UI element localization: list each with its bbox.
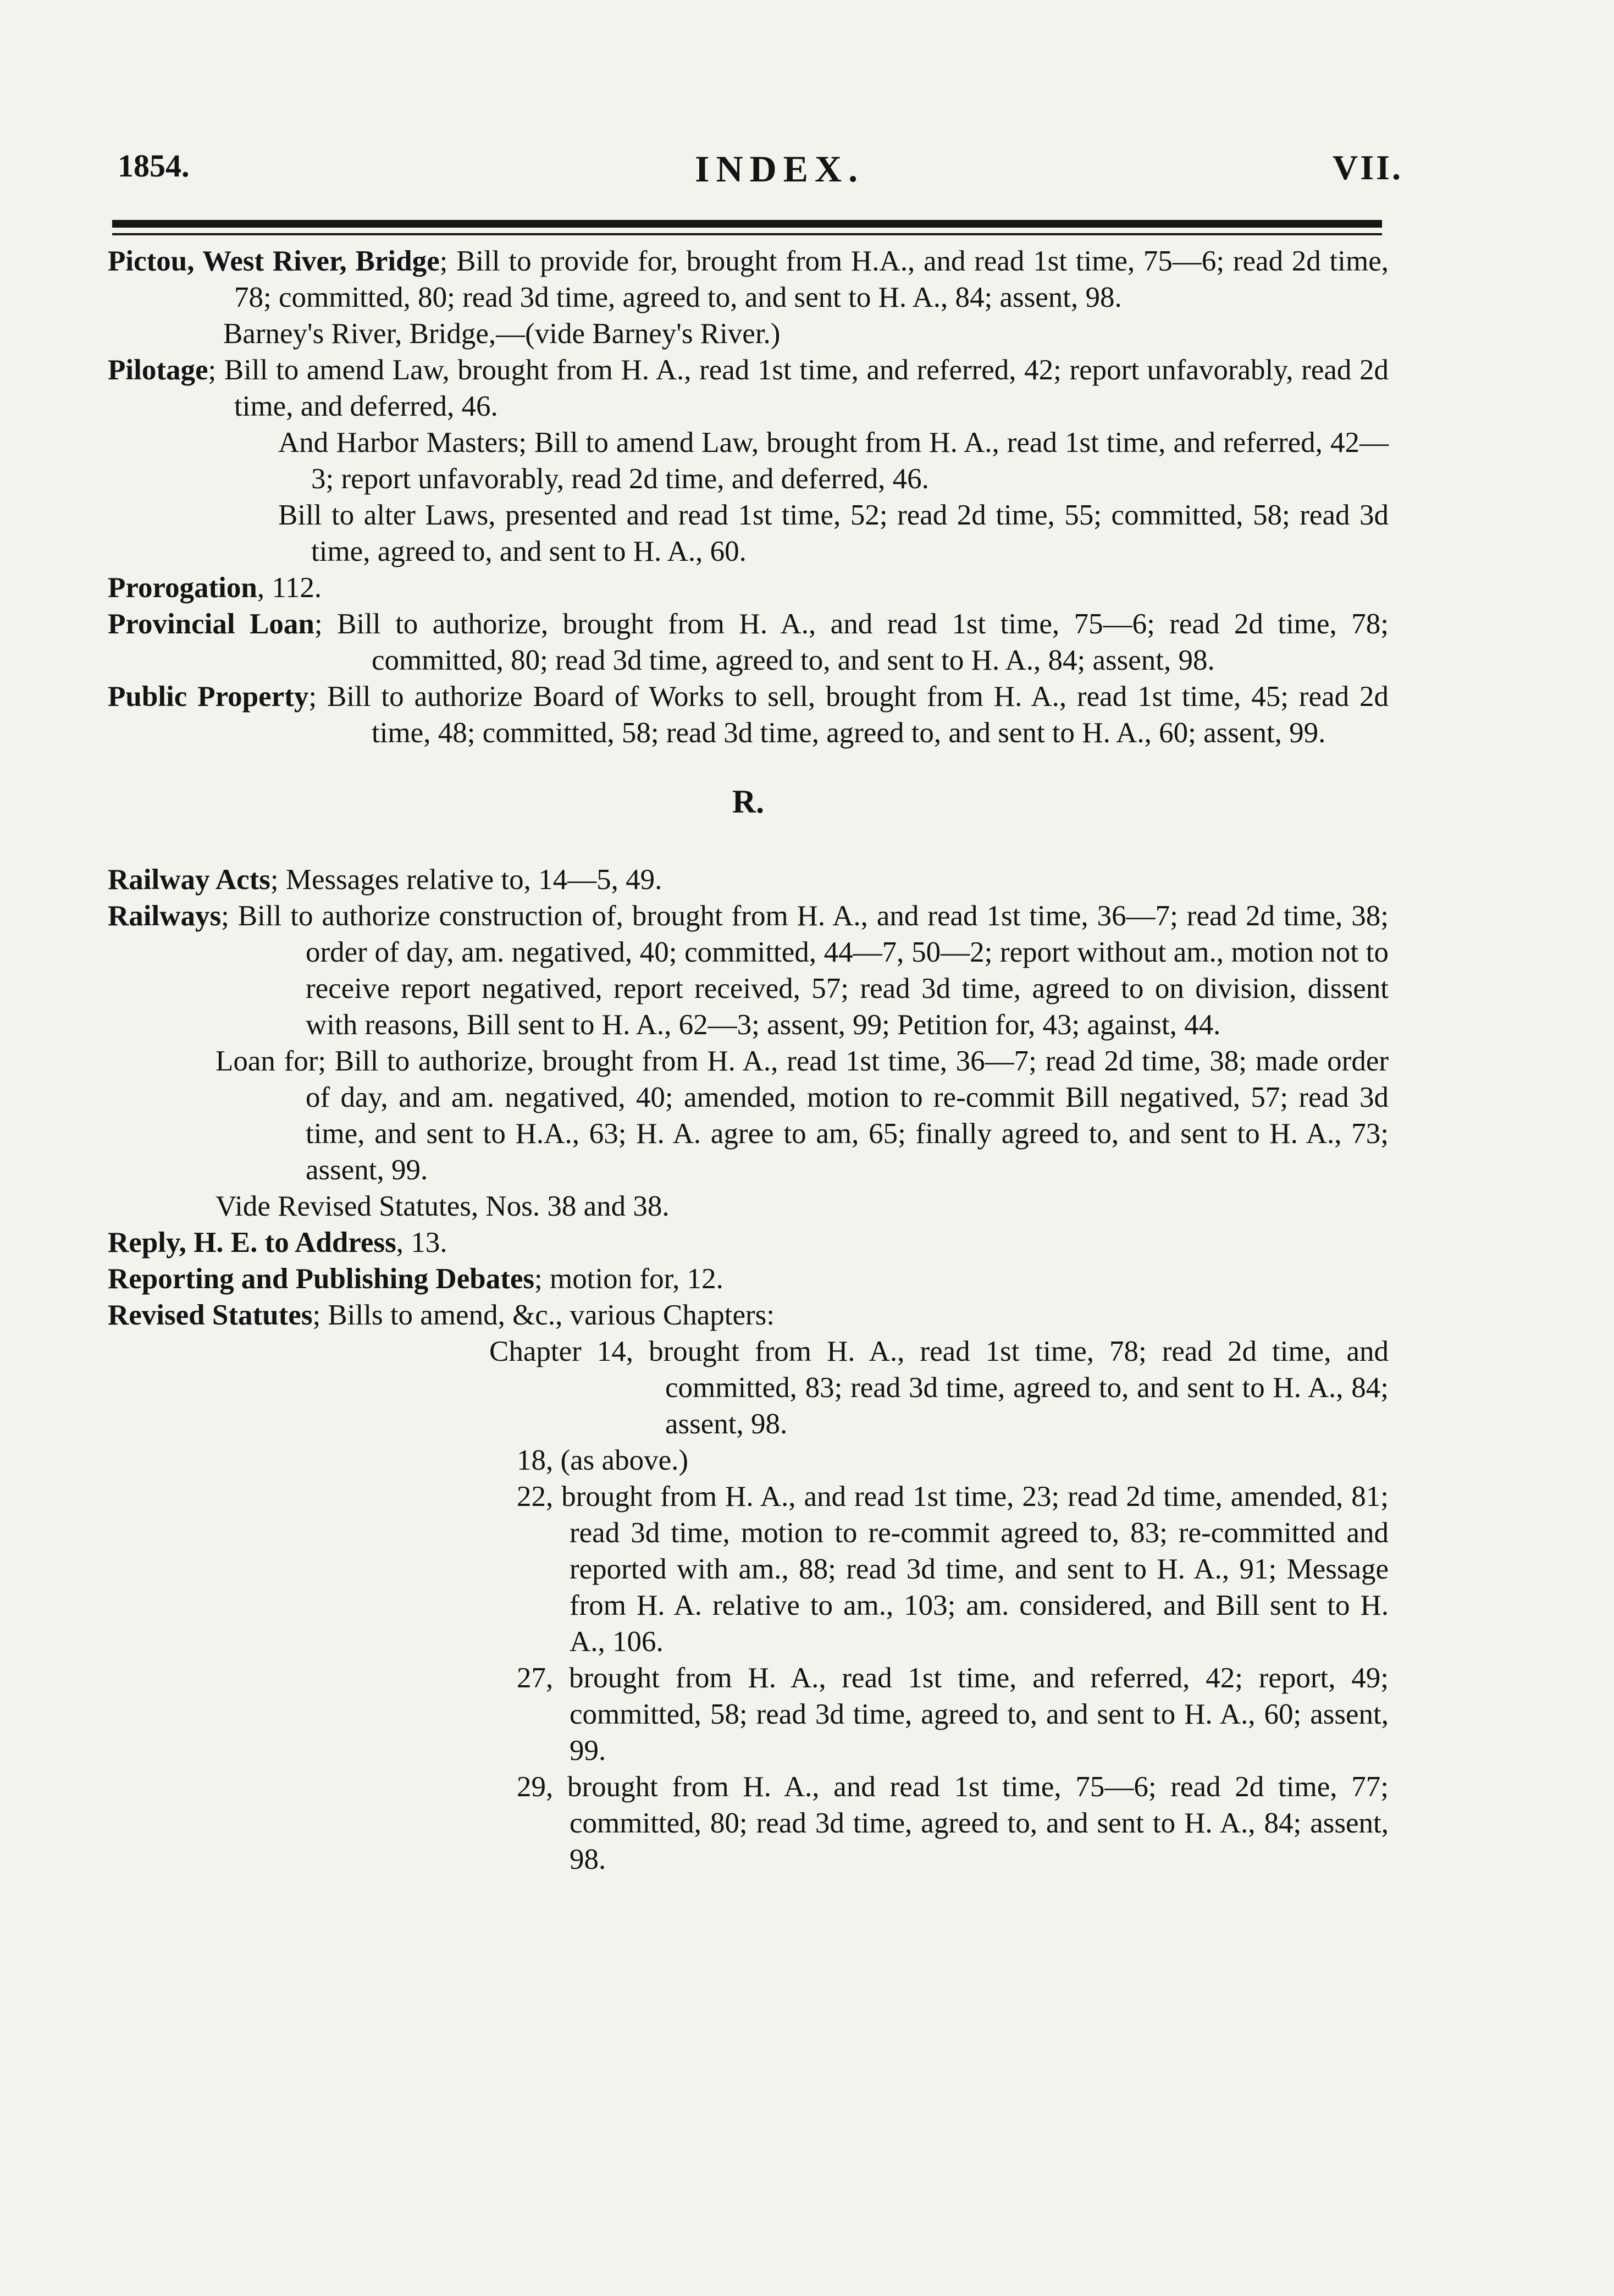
entry-head: Pilotage bbox=[108, 354, 208, 386]
entry-text: ; Bills to amend, &c., various Chapters: bbox=[312, 1299, 775, 1331]
index-subentry-chapter-22 bbox=[108, 1478, 1389, 1660]
index-subentry-harbor-masters bbox=[108, 424, 1389, 497]
entry-text: Bill to alter Laws, presented and read 1st time, 52; read 2d time, 55; committed, 58; read 3d time, agreed to, and sent to H. A., 60. bbox=[278, 499, 1389, 567]
header-title: INDEX. bbox=[695, 148, 865, 190]
header-year: 1854. bbox=[118, 148, 190, 184]
entry-head: Revised Statutes bbox=[108, 1299, 313, 1331]
entry-text: , 112. bbox=[257, 572, 322, 604]
entry-head: Railways bbox=[108, 900, 222, 932]
index-entry-public-property bbox=[108, 678, 1389, 751]
entry-text: ; motion for, 12. bbox=[534, 1263, 723, 1295]
header-rule-thin bbox=[112, 233, 1382, 235]
index-entry-revised-statutes bbox=[108, 1297, 1389, 1333]
entry-head: Reporting and Publishing Debates bbox=[108, 1263, 535, 1295]
index-entry-railways bbox=[108, 898, 1389, 1043]
index-entry-railway-acts bbox=[108, 862, 1389, 898]
index-subentry-chapter-29 bbox=[108, 1769, 1389, 1878]
index-entry-reporting-debates bbox=[108, 1261, 1389, 1297]
entry-text: , 13. bbox=[396, 1227, 447, 1259]
entry-text: ; Bill to amend Law, brought from H. A., read 1st time, and referred, 42; report unfavorably, read 2d time, and deferred, 46. bbox=[208, 354, 1389, 422]
index-subentry-vide-revised-statutes bbox=[108, 1188, 1389, 1224]
entry-text: Vide Revised Statutes, Nos. 38 and 38. bbox=[215, 1190, 670, 1222]
index-entry-pictou bbox=[108, 243, 1389, 316]
index-entry-provincial-loan bbox=[108, 606, 1389, 678]
entry-text: ; Bill to provide for, brought from H.A., and read 1st time, 75—6; read 2d time, 78; committed, 80; read 3d time, agreed to, and sent to H. A., 84; assent, 98. bbox=[234, 245, 1389, 313]
header-rule bbox=[112, 220, 1382, 228]
entry-text: 18, (as above.) bbox=[517, 1444, 688, 1476]
entry-text: ; Bill to authorize Board of Works to sell, brought from H. A., read 1st time, 45; read 2d time, 48; committed, 58; read 3d time, agreed to, and sent to H. A., 60; assent, 99. bbox=[308, 681, 1389, 749]
entry-text: ; Messages relative to, 14—5, 49. bbox=[270, 864, 662, 896]
index-entry-pilotage bbox=[108, 352, 1389, 424]
index-subentry-chapter-18 bbox=[108, 1442, 1389, 1478]
entry-head: Reply, H. E. to Address bbox=[108, 1227, 396, 1259]
entry-head: Pictou, West River, Bridge bbox=[108, 245, 440, 277]
index-subentry-barneys-river bbox=[108, 316, 1389, 352]
entry-text: Chapter 14, brought from H. A., read 1st time, 78; read 2d time, and committed, 83; read 3d time, agreed to, and sent to H. A., 84; assent, 98. bbox=[489, 1335, 1389, 1440]
entry-text: ; Bill to authorize construction of, brought from H. A., and read 1st time, 36—7; read 2d time, 38; order of day, am. negatived, 40; committed, 44—7, 50—2; report without am., motion not to receive report negatived, report received, 57; read 3d time, agreed to on division, dissent with reasons, Bill sent to H. A., 62—3; assent, 99; Petition for, 43; against, 44. bbox=[221, 900, 1389, 1041]
index-entry-prorogation bbox=[108, 570, 1389, 606]
entry-text: 27, brought from H. A., read 1st time, and referred, 42; report, 49; committed, 58; read 3d time, agreed to, and sent to H. A., 60; assent, 99. bbox=[517, 1662, 1389, 1767]
index-body bbox=[108, 243, 1389, 1878]
entry-text: 29, brought from H. A., and read 1st time, 75—6; read 2d time, 77; committed, 80; read 3d time, agreed to, and sent to H. A., 84; assent, 98. bbox=[517, 1771, 1389, 1875]
entry-head: Provincial Loan bbox=[108, 608, 314, 640]
entry-text: Loan for; Bill to authorize, brought from H. A., read 1st time, 36—7; read 2d time, 38; made order of day, and am. negatived, 40; amended, motion to re-commit Bill negatived, 57; read 3d time, and sent to H.A., 63; H. A. agree to am, 65; finally agreed to, and sent to H. A., 73; assent, 99. bbox=[215, 1045, 1389, 1186]
entry-text: 22, brought from H. A., and read 1st time, 23; read 2d time, amended, 81; read 3d time, motion to re-commit agreed to, 83; re-committed and reported with am., 88; read 3d time, and sent to H. A., 91; Message from H. A. relative to am., 103; am. considered, and Bill sent to H. A., 106. bbox=[517, 1481, 1389, 1658]
index-subentry-loan-for bbox=[108, 1043, 1389, 1188]
section-letter: R. bbox=[732, 783, 765, 820]
index-subentry-alter-laws bbox=[108, 497, 1389, 570]
index-subentry-chapter-27 bbox=[108, 1660, 1389, 1769]
index-subentry-chapter-14 bbox=[108, 1333, 1389, 1442]
index-entry-reply bbox=[108, 1224, 1389, 1261]
entry-text: And Harbor Masters; Bill to amend Law, brought from H. A., read 1st time, and referred, 42—3; report unfavorably, read 2d time, and deferred, 46. bbox=[278, 427, 1389, 495]
entry-head: Railway Acts bbox=[108, 864, 270, 896]
entry-head: Public Property bbox=[108, 681, 309, 713]
entry-text: ; Bill to authorize, brought from H. A., and read 1st time, 75—6; read 2d time, 78; committed, 80; read 3d time, agreed to, and sent to H. A., 84; assent, 98. bbox=[314, 608, 1389, 676]
header-page-number: VII. bbox=[1333, 148, 1403, 187]
entry-head: Prorogation bbox=[108, 572, 257, 604]
entry-text: Barney's River, Bridge,—(vide Barney's River.) bbox=[223, 318, 781, 350]
